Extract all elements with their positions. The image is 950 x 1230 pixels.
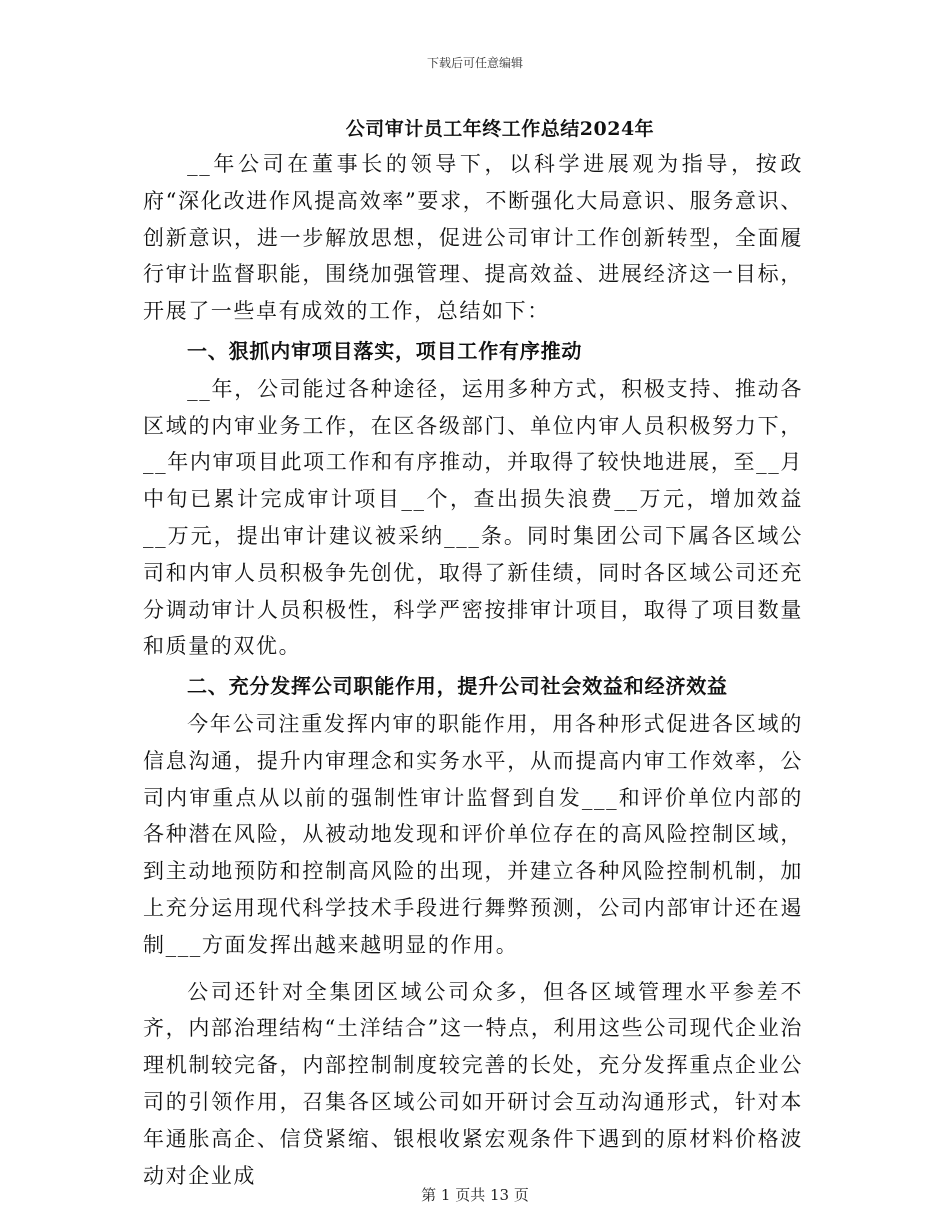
section-2-paragraph-1: 今年公司注重发挥内审的职能作用，用各种形式促进各区域的信息沟通，提升内审理念和实务水平，从而提高内审工作效率，公司内审重点从以前的强制性审计监督到自发___和评价单位内部的各种潜在风险，从被动地发现和评价单位存在的高风险控制区域，到主动地预防和控制高风险的出现，并建立各种风险控制机制，加上充分运用现代科学技术手段进行舞弊预测，公司内部审计还在遏制___方面发挥出越来越明显的作用。: [143, 711, 803, 957]
section-1-heading: 一、狠抓内审项目落实，项目工作有序推动: [187, 338, 583, 363]
section-2-paragraph-2: 公司还针对全集团区域公司众多，但各区域管理水平参差不齐，内部治理结构“土洋结合”这一特点，利用这些公司现代企业治理机制较完备，内部控制制度较完善的长处，充分发挥重点企业公司的引领作用，召集各区域公司如开研讨会互动沟通形式，针对本年通胀高企、信贷紧缩、银根收紧宏观条件下遇到的原材料价格波动对企业成: [143, 979, 803, 1188]
document-title: 公司审计员工年终工作总结2024年: [345, 118, 655, 140]
page-header-note: 下载后可任意编辑: [426, 56, 523, 70]
page-number-footer: 第 1 页共 13 页: [421, 1186, 529, 1204]
document-body: [143, 146, 803, 1194]
section-1-paragraph: __年，公司能过各种途径，运用多种方式，积极支持、推动各区域的内审业务工作，在区各级部门、单位内审人员积极努力下，__年内审项目此项工作和有序推动，并取得了较快地进展，至__月中旬已累计完成审计项目__个，查出损失浪费__万元，增加效益__万元，提出审计建议被采纳___条。同时集团公司下属各区域公司和内审人员积极争先创优，取得了新佳绩，同时各区域公司还充分调动审计人员积极性，科学严密按排审计项目，取得了项目数量和质量的双优。: [143, 376, 803, 659]
section-2-heading: 二、充分发挥公司职能作用，提升公司社会效益和经济效益: [187, 674, 728, 699]
intro-paragraph: __年公司在董事长的领导下，以科学进展观为指导，按政府“深化改进作风提高效率”要求，不断强化大局意识、服务意识、创新意识，进一步解放思想，促进公司审计工作创新转型，全面履行审计监督职能，围绕加强管理、提高效益、进展经济这一目标，开展了一些卓有成效的工作，总结如下：: [143, 152, 803, 324]
